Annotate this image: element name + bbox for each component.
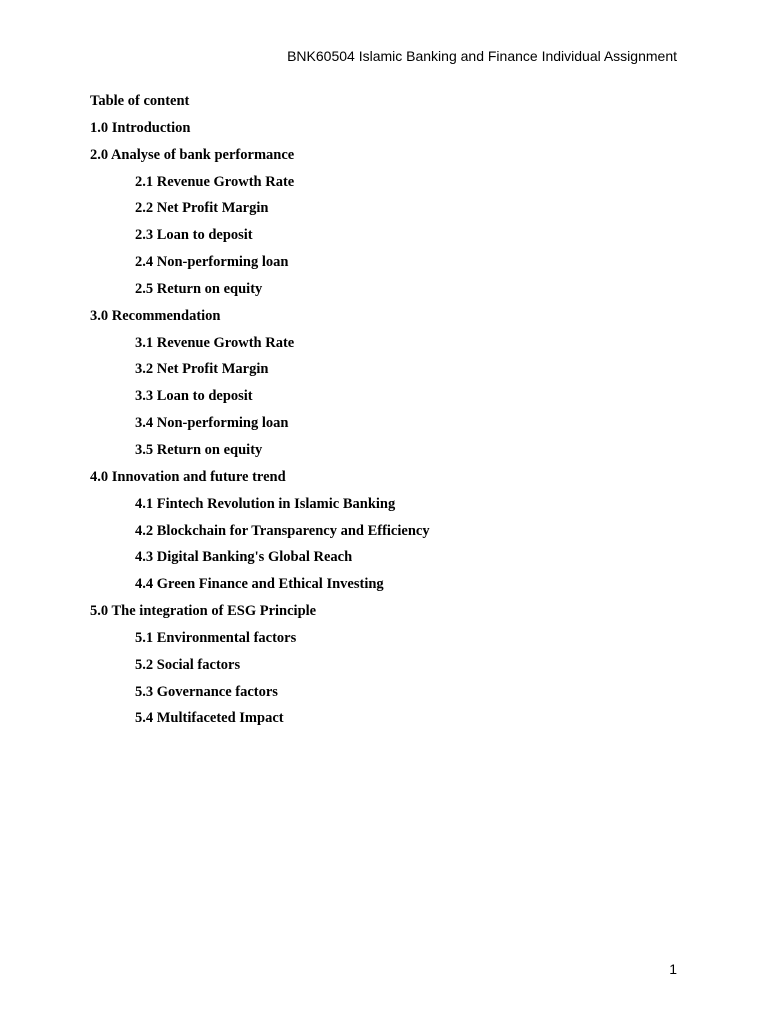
toc-subsection-entry: 2.1 Revenue Growth Rate [135,173,295,190]
toc-subsection-entry: 4.4 Green Finance and Ethical Investing [135,576,384,593]
toc-section-entry: 4.0 Innovation and future trend [90,468,286,485]
toc-subsection-entry: 2.5 Return on equity [135,280,263,297]
toc-subsection-entry: 3.2 Net Profit Margin [135,361,269,378]
toc-subsection-entry: 4.2 Blockchain for Transparency and Efficiency [135,522,430,539]
toc-section-entry: 2.0 Analyse of bank performance [90,146,295,163]
table-of-contents [90,91,690,735]
toc-section-entry: 3.0 Recommendation [90,307,221,324]
toc-subsection-entry: 2.2 Net Profit Margin [135,200,269,217]
toc-heading: Table of content [90,93,190,109]
toc-section-entry: 1.0 Introduction [90,119,191,136]
toc-subsection-entry: 3.4 Non-performing loan [135,415,289,432]
toc-subsection-entry: 5.4 Multifaceted Impact [135,710,284,727]
toc-subsection-entry: 2.3 Loan to deposit [135,227,253,244]
toc-subsection-entry: 5.2 Social factors [135,656,241,673]
toc-subsection-entry: 3.3 Loan to deposit [135,388,253,405]
toc-section-entry: 5.0 The integration of ESG Principle [90,603,317,620]
toc-subsection-entry: 4.1 Fintech Revolution in Islamic Banking [135,495,396,512]
toc-subsection-entry: 3.5 Return on equity [135,441,263,458]
toc-subsection-entry: 3.1 Revenue Growth Rate [135,334,295,351]
toc-subsection-entry: 4.3 Digital Banking's Global Reach [135,549,353,566]
toc-subsection-entry: 5.3 Governance factors [135,683,278,700]
page-header: BNK60504 Islamic Banking and Finance Individual Assignment [287,48,677,64]
toc-entries [90,118,690,735]
toc-subsection-entry: 2.4 Non-performing loan [135,254,289,271]
toc-subsection-entry: 5.1 Environmental factors [135,629,297,646]
page-number: 1 [669,961,677,977]
